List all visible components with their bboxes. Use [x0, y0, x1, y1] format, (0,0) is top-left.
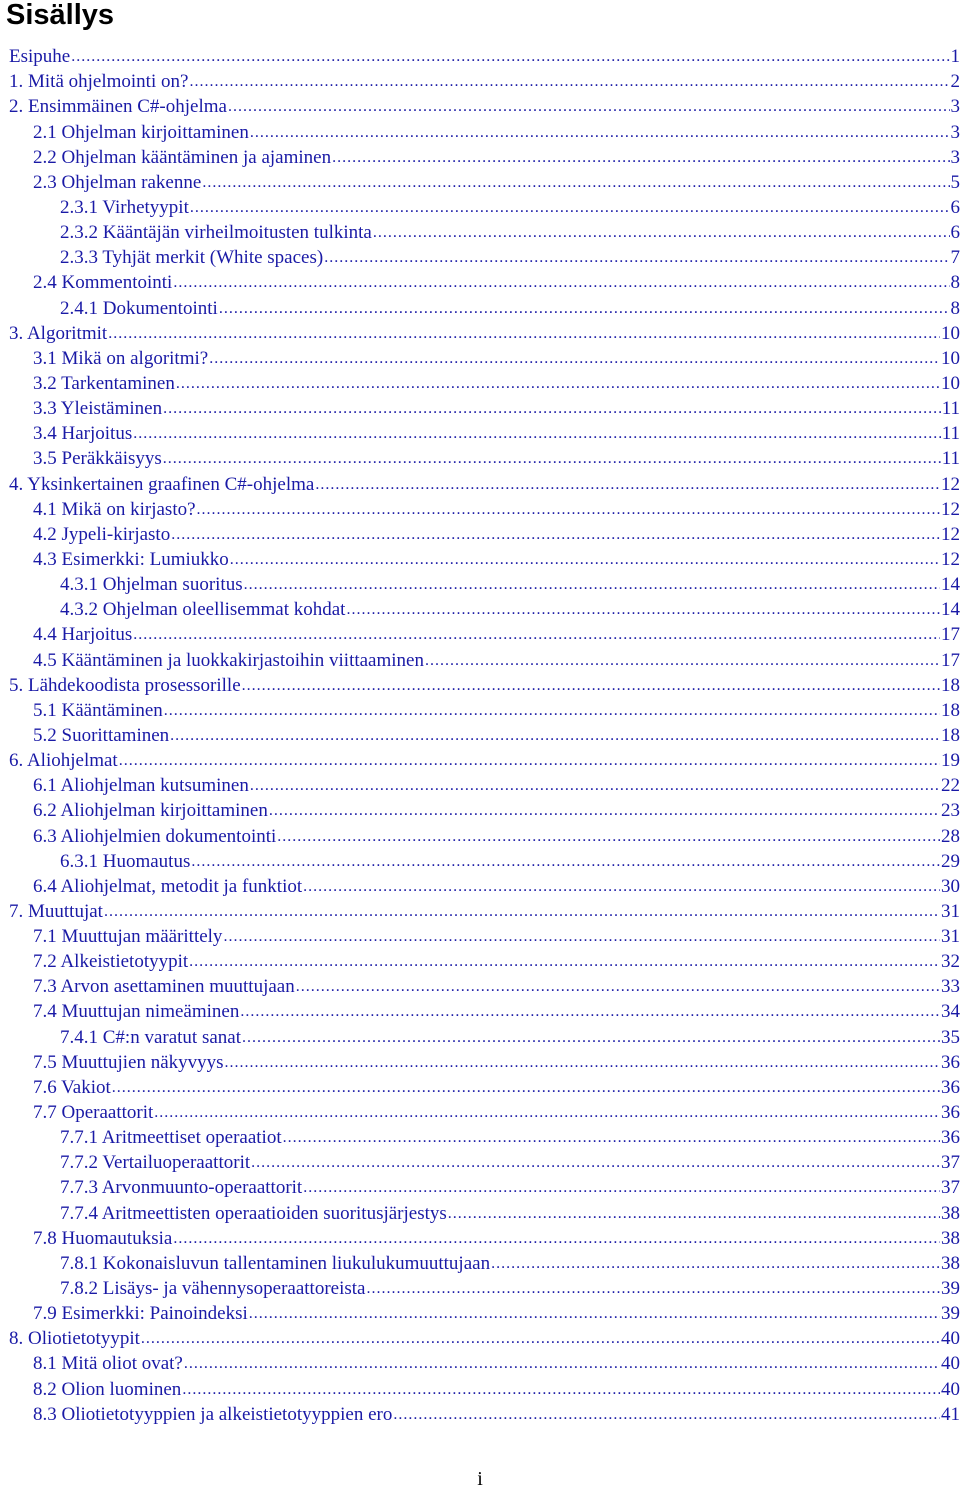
toc-entry-link[interactable]: 7.8.1 Kokonaisluvun tallentaminen liukulukumuuttujaan [60, 1252, 491, 1274]
toc-entry-page-number[interactable]: 39 [941, 1303, 960, 1325]
toc-leader-dots [240, 1001, 940, 1023]
toc-entry-link[interactable]: 2. Ensimmäinen C#-ohjelma [9, 96, 227, 118]
toc-entry[interactable] [9, 194, 960, 219]
toc-leader-dots [197, 499, 940, 521]
toc-entry[interactable] [9, 1049, 960, 1074]
toc-leader-dots [425, 650, 940, 672]
toc-leader-dots [225, 1052, 940, 1074]
toc-entry-page-number[interactable]: 11 [941, 423, 960, 445]
toc-entry-page-number[interactable]: 36 [941, 1076, 960, 1098]
toc-entry-link[interactable]: 7.6 Vakiot [33, 1076, 111, 1098]
toc-leader-dots [184, 1353, 940, 1375]
toc-entry-page-number[interactable]: 22 [941, 775, 960, 797]
toc-entry-page-number[interactable]: 41 [941, 1403, 960, 1425]
toc-entry-link[interactable]: 2.3 Ohjelman rakenne [33, 171, 202, 193]
toc-leader-dots [189, 71, 949, 93]
toc-entry-link[interactable]: 7.2 Alkeistietotyypit [33, 951, 189, 973]
toc-entry-link[interactable]: 5. Lähdekoodista prosessorille [9, 674, 241, 696]
toc-entry[interactable] [9, 898, 960, 923]
toc-entry[interactable] [9, 1250, 960, 1275]
toc-entry[interactable] [9, 546, 960, 571]
toc-entry-link[interactable]: 8. Oliotietotyypit [9, 1328, 140, 1350]
toc-entry[interactable] [9, 1401, 960, 1426]
toc-entry[interactable] [9, 269, 960, 294]
toc-entry[interactable] [9, 445, 960, 470]
toc-entry-link[interactable]: 3.5 Peräkkäisyys [33, 448, 162, 470]
toc-entry[interactable] [9, 672, 960, 697]
toc-leader-dots [448, 1203, 940, 1225]
toc-entry-link[interactable]: 7.7.2 Vertailuoperaattorit [60, 1152, 251, 1174]
toc-leader-dots [242, 1027, 940, 1049]
toc-entry[interactable] [9, 1174, 960, 1199]
toc-entry-link[interactable]: 2.4 Kommentointi [33, 272, 173, 294]
toc-leader-dots [296, 976, 940, 998]
toc-entry-link[interactable]: 6.3 Aliohjelmien dokumentointi [33, 825, 277, 847]
toc-entry-link[interactable]: 4. Yksinkertainen graafinen C#-ohjelma [9, 473, 315, 495]
toc-leader-dots [366, 1278, 940, 1300]
toc-leader-dots [346, 599, 940, 621]
toc-entry-page-number[interactable]: 3 [950, 96, 960, 118]
toc-entry[interactable] [9, 772, 960, 797]
toc-entry-link[interactable]: 8.1 Mitä oliot ovat? [33, 1353, 183, 1375]
toc-leader-dots [173, 272, 949, 294]
toc-entry[interactable] [9, 1124, 960, 1149]
toc-leader-dots [250, 775, 940, 797]
toc-entry[interactable] [9, 470, 960, 495]
toc-entry-page-number[interactable]: 32 [941, 951, 960, 973]
toc-entry-link[interactable]: 6.3.1 Huomautus [60, 850, 191, 872]
toc-entry-link[interactable]: 6.2 Aliohjelman kirjoittaminen [33, 800, 268, 822]
toc-entry-page-number[interactable]: 30 [941, 875, 960, 897]
toc-entry-page-number[interactable]: 18 [941, 724, 960, 746]
toc-entry-page-number[interactable]: 17 [941, 649, 960, 671]
toc-entry-page-number[interactable]: 11 [941, 398, 960, 420]
toc-entry-page-number[interactable]: 12 [941, 523, 960, 545]
toc-entry-link[interactable]: 1. Mitä ohjelmointi on? [9, 71, 189, 93]
toc-entry[interactable] [9, 1325, 960, 1350]
toc-leader-dots [163, 448, 941, 470]
toc-entry[interactable] [9, 1350, 960, 1375]
toc-entry-page-number[interactable]: 38 [941, 1227, 960, 1249]
toc-entry-link[interactable]: Esipuhe [9, 46, 71, 68]
toc-entry-link[interactable]: 2.3.2 Kääntäjän virheilmoitusten tulkinta [60, 222, 372, 244]
toc-leader-dots [251, 1152, 940, 1174]
toc-entry-page-number[interactable]: 36 [941, 1127, 960, 1149]
toc-entry-page-number[interactable]: 29 [941, 850, 960, 872]
toc-leader-dots [269, 800, 940, 822]
toc-leader-dots [209, 348, 940, 370]
toc-leader-dots [164, 700, 940, 722]
toc-entry-page-number[interactable]: 35 [941, 1026, 960, 1048]
toc-entry-page-number[interactable]: 6 [950, 196, 960, 218]
toc-entry-page-number[interactable]: 36 [941, 1102, 960, 1124]
toc-entry-link[interactable]: 7.3 Arvon asettaminen muuttujaan [33, 976, 295, 998]
toc-entry-link[interactable]: 7.9 Esimerkki: Painoindeksi [33, 1303, 248, 1325]
toc-leader-dots [189, 951, 940, 973]
toc-entry-link[interactable]: 2.3.3 Tyhjät merkit (White spaces) [60, 247, 324, 269]
toc-leader-dots [202, 172, 949, 194]
toc-entry[interactable] [9, 93, 960, 118]
toc-entry[interactable] [9, 747, 960, 772]
toc-leader-dots [315, 474, 940, 496]
toc-entry-link[interactable]: 4.4 Harjoitus [33, 624, 133, 646]
toc-entry[interactable] [9, 219, 960, 244]
toc-entry-link[interactable]: 4.1 Mikä on kirjasto? [33, 498, 196, 520]
toc-leader-dots [104, 901, 940, 923]
toc-entry-page-number[interactable]: 10 [941, 322, 960, 344]
toc-entry-link[interactable]: 7. Muuttujat [9, 900, 103, 922]
toc-leader-dots [228, 96, 950, 118]
toc-entry[interactable] [9, 244, 960, 269]
toc-entry[interactable] [9, 370, 960, 395]
toc-entry-link[interactable]: 7.7.3 Arvonmuunto-operaattorit [60, 1177, 303, 1199]
toc-entry-link[interactable]: 3. Algoritmit [9, 322, 108, 344]
toc-entry-link[interactable]: 2.2 Ohjelman kääntäminen ja ajaminen [33, 146, 332, 168]
toc-leader-dots [223, 926, 940, 948]
toc-entry-page-number[interactable]: 33 [941, 976, 960, 998]
toc-entry-link[interactable]: 2.3.1 Virhetyypit [60, 196, 189, 218]
toc-entry[interactable] [9, 596, 960, 621]
toc-entry-page-number[interactable]: 14 [941, 599, 960, 621]
toc-entry-link[interactable]: 4.3.2 Ohjelman oleellisemmat kohdat [60, 599, 346, 621]
toc-entry-page-number[interactable]: 14 [941, 574, 960, 596]
toc-entry-page-number[interactable]: 5 [950, 171, 960, 193]
toc-entry[interactable] [9, 973, 960, 998]
toc-entry-link[interactable]: 8.3 Oliotietotyyppien ja alkeistietotyyppien ero [33, 1403, 393, 1425]
toc-leader-dots [332, 147, 949, 169]
toc-entry-page-number[interactable]: 28 [941, 825, 960, 847]
toc-entry-page-number[interactable]: 1 [950, 46, 960, 68]
toc-entry-page-number[interactable]: 8 [950, 272, 960, 294]
toc-leader-dots [141, 1328, 940, 1350]
toc-entry-link[interactable]: 3.1 Mikä on algoritmi? [33, 347, 209, 369]
toc-entry-page-number[interactable]: 39 [941, 1278, 960, 1300]
toc-leader-dots [112, 1077, 940, 1099]
toc-entry[interactable] [9, 1275, 960, 1300]
toc-entry[interactable] [9, 722, 960, 747]
toc-entry-page-number[interactable]: 40 [941, 1328, 960, 1350]
toc-leader-dots [244, 574, 940, 596]
toc-entry-link[interactable]: 2.1 Ohjelman kirjoittaminen [33, 121, 249, 143]
toc-entry-page-number[interactable]: 37 [941, 1152, 960, 1174]
toc-leader-dots [491, 1253, 940, 1275]
toc-leader-dots [250, 122, 950, 144]
toc-leader-dots [277, 826, 940, 848]
toc-entry-page-number[interactable]: 40 [941, 1353, 960, 1375]
toc-entry[interactable] [9, 1375, 960, 1400]
toc-entry-link[interactable]: 5.1 Kääntäminen [33, 699, 163, 721]
toc-entry-link[interactable]: 4.3 Esimerkki: Lumiukko [33, 548, 229, 570]
toc-entry-link[interactable]: 7.7.4 Aritmeettisten operaatioiden suoritusjärjestys [60, 1202, 447, 1224]
toc-entry-link[interactable]: 7.7.1 Aritmeettiset operaatiot [60, 1127, 282, 1149]
toc-entry[interactable] [9, 621, 960, 646]
toc-entry[interactable] [9, 68, 960, 93]
toc-entry-page-number[interactable]: 7 [950, 247, 960, 269]
toc-entry-page-number[interactable]: 31 [941, 926, 960, 948]
toc-leader-dots [133, 624, 940, 646]
toc-leader-dots [219, 298, 950, 320]
toc-entry-link[interactable]: 6. Aliohjelmat [9, 750, 118, 772]
toc-leader-dots [373, 222, 950, 244]
toc-leader-dots [119, 750, 940, 772]
toc-leader-dots [303, 876, 940, 898]
toc-leader-dots [133, 423, 940, 445]
toc-entry[interactable] [9, 43, 960, 68]
toc-entry-page-number[interactable]: 17 [941, 624, 960, 646]
toc-entry[interactable] [9, 1099, 960, 1124]
toc-entry[interactable] [9, 1023, 960, 1048]
toc-entry-page-number[interactable]: 40 [941, 1378, 960, 1400]
toc-entry-page-number[interactable]: 38 [941, 1202, 960, 1224]
toc-entry[interactable] [9, 822, 960, 847]
toc-entry[interactable] [9, 1225, 960, 1250]
toc-entry-link[interactable]: 7.1 Muuttujan määrittely [33, 926, 223, 948]
toc-leader-dots [190, 197, 950, 219]
toc-leader-dots [249, 1303, 940, 1325]
toc-entry-link[interactable]: 8.2 Olion luominen [33, 1378, 182, 1400]
toc-entry-link[interactable]: 4.2 Jypeli-kirjasto [33, 523, 171, 545]
toc-leader-dots [108, 323, 940, 345]
toc-entry-page-number[interactable]: 3 [950, 146, 960, 168]
toc-entry[interactable] [9, 320, 960, 345]
toc-entry-link[interactable]: 4.3.1 Ohjelman suoritus [60, 574, 243, 596]
toc-entry-link[interactable]: 7.5 Muuttujien näkyvyys [33, 1051, 224, 1073]
toc-leader-dots [393, 1404, 940, 1426]
toc-entry[interactable] [9, 420, 960, 445]
toc-entry-link[interactable]: 6.4 Aliohjelmat, metodit ja funktiot [33, 875, 303, 897]
toc-leader-dots [230, 549, 940, 571]
toc-entry-link[interactable]: 7.8 Huomautuksia [33, 1227, 173, 1249]
toc-entry[interactable] [9, 848, 960, 873]
toc-entry-link[interactable]: 5.2 Suorittaminen [33, 724, 170, 746]
toc-entry-page-number[interactable]: 12 [941, 548, 960, 570]
toc-entry-link[interactable]: 7.4.1 C#:n varatut sanat [60, 1026, 241, 1048]
toc-entry-page-number[interactable]: 18 [941, 699, 960, 721]
toc-leader-dots [154, 1102, 940, 1124]
toc-entry-page-number[interactable]: 38 [941, 1252, 960, 1274]
toc-entry-page-number[interactable]: 8 [950, 297, 960, 319]
toc-entry[interactable] [9, 1199, 960, 1224]
toc-entry-link[interactable]: 2.4.1 Dokumentointi [60, 297, 218, 319]
toc-entry-link[interactable]: 3.2 Tarkentaminen [33, 372, 175, 394]
toc-entry-page-number[interactable]: 37 [941, 1177, 960, 1199]
toc-entry-page-number[interactable]: 3 [950, 121, 960, 143]
page-title: Sisällys [6, 0, 115, 31]
toc-entry[interactable] [9, 1300, 960, 1325]
toc-entry-page-number[interactable]: 2 [950, 71, 960, 93]
toc-leader-dots [171, 524, 940, 546]
toc-entry-link[interactable]: 4.5 Kääntäminen ja luokkakirjastoihin viittaaminen [33, 649, 424, 671]
toc-leader-dots [182, 1379, 940, 1401]
toc-entry-page-number[interactable]: 36 [941, 1051, 960, 1073]
toc-entry-page-number[interactable]: 10 [941, 347, 960, 369]
toc-entry-link[interactable]: 7.4 Muuttujan nimeäminen [33, 1001, 240, 1023]
toc-leader-dots [283, 1127, 940, 1149]
toc-entry[interactable] [9, 521, 960, 546]
toc-entry[interactable] [9, 169, 960, 194]
toc-entry[interactable] [9, 571, 960, 596]
toc-entry-page-number[interactable]: 19 [941, 750, 960, 772]
toc-leader-dots [173, 1228, 940, 1250]
toc-leader-dots [176, 373, 940, 395]
toc-entry[interactable] [9, 998, 960, 1023]
toc-entry[interactable] [9, 144, 960, 169]
toc-leader-dots [191, 851, 940, 873]
page-number: i [477, 1468, 483, 1490]
toc-entry-page-number[interactable]: 12 [941, 498, 960, 520]
toc-entry[interactable] [9, 948, 960, 973]
toc-entry-page-number[interactable]: 12 [941, 473, 960, 495]
toc-entry[interactable] [9, 294, 960, 319]
toc-leader-dots [303, 1177, 940, 1199]
toc-entry[interactable] [9, 1074, 960, 1099]
toc-entry[interactable] [9, 873, 960, 898]
toc-entry-page-number[interactable]: 6 [950, 222, 960, 244]
toc-leader-dots [170, 725, 940, 747]
toc-entry[interactable] [9, 646, 960, 671]
toc-entry-page-number[interactable]: 18 [941, 674, 960, 696]
toc-entry-page-number[interactable]: 23 [941, 800, 960, 822]
toc-leader-dots [242, 675, 940, 697]
toc-entry-page-number[interactable]: 11 [941, 448, 960, 470]
toc-leader-dots [71, 46, 949, 68]
toc-entry[interactable] [9, 797, 960, 822]
toc-entry-link[interactable]: 3.4 Harjoitus [33, 423, 133, 445]
toc-entry-link[interactable]: 7.7 Operaattorit [33, 1102, 154, 1124]
toc-entry[interactable] [9, 395, 960, 420]
toc-entry[interactable] [9, 496, 960, 521]
toc-leader-dots [324, 247, 949, 269]
toc-entry[interactable] [9, 345, 960, 370]
table-of-contents [9, 43, 960, 1426]
toc-leader-dots [163, 398, 941, 420]
toc-entry[interactable] [9, 1149, 960, 1174]
toc-entry-link[interactable]: 7.8.2 Lisäys- ja vähennysoperaattoreista [60, 1278, 366, 1300]
toc-entry-link[interactable]: 3.3 Yleistäminen [33, 398, 163, 420]
toc-entry[interactable] [9, 923, 960, 948]
toc-entry-page-number[interactable]: 31 [941, 900, 960, 922]
toc-entry[interactable] [9, 118, 960, 143]
toc-entry-link[interactable]: 6.1 Aliohjelman kutsuminen [33, 775, 249, 797]
toc-entry-page-number[interactable]: 34 [941, 1001, 960, 1023]
toc-entry-page-number[interactable]: 10 [941, 372, 960, 394]
toc-entry[interactable] [9, 697, 960, 722]
